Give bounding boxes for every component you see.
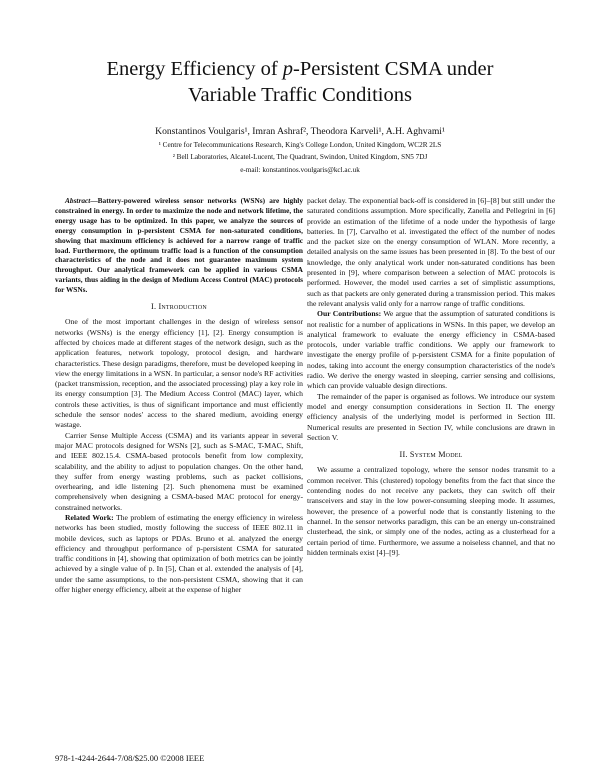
paragraph: packet delay. The exponential back-off is considered in [6]–[8] but still under the saturated conditions assumption. More specifically, Zanella and Pellegrini in [6] provide an estimation of the lifetime of a node under the hypothesis of large batteries. In [7], Carvalho et al. investigated the effect of the number of nodes and the packet size on the energy consumption of WLAN. More recently, a detailed analysis on the same issues has been presented in [8]. To the best of our knowledge, the only analytical work under non-saturated conditions has been presented in [9], where comparison between a selection of MAC protocols is performed. However, the model used carries a set of simplistic assumptions, such as that packets are only generated during a transmission period. This makes the relevant analysis valid only for a narrow range of traffic conditions. — [307, 196, 555, 308]
section-heading-introduction: I. Introduction — [151, 302, 207, 312]
paragraph: The remainder of the paper is organised as follows. We introduce our system model and energy consumption considerations in Section II. The energy efficiency analysis of the underlying model is performed in Section III. Numerical results are presented in Section IV, while conclusions are drawn in Section V. — [307, 391, 555, 442]
section-heading-system-model: II. System Model — [399, 450, 463, 460]
paragraph: Our Contributions: We argue that the assumption of saturated conditions is not realistic for a number of applications in WSNs. In this paper, we develop an analytical framework to evaluate the energy efficiency in CSMA-based protocols, under variable traffic conditions. We apply our framework to investigate the energy profile of p-persistent CSMA for a finite population of nodes, taking into account the energy consumption characteristics of the node's radio. We derive the energy wasted in sleeping, carrier sensing and collisions, which can provide valuable design directions. — [307, 309, 555, 391]
paper-title: Energy Efficiency of p-Persistent CSMA under Variable Traffic Conditions — [106, 58, 494, 106]
paragraph: One of the most important challenges in the design of wireless sensor networks (WSNs) is the energy efficiency [1], [2]. Energy consumption is affected by choices made at different stages of the network design, such as the application features, network topology, protocol design, and hardware characteristics. These design paradigms, therefore, must be developed keeping in view the energy limitations in a WSN. In particular, a sensor node's RF activities (packet transmission, reception, and the associated processing) play a key role in its energy consumption [3]. The Medium Access Control (MAC) layer, which controls these activities, is thus of significant importance and must efficiently schedule the sensor nodes' access to the shared medium, avoiding energy wastage. — [55, 317, 303, 430]
copyright-footer: 978-1-4244-2644-7/08/$25.00 ©2008 IEEE — [55, 753, 205, 763]
affiliation-2: ² Bell Laboratories, Alcatel-Lucent, The Quadrant, Swindon, United Kingdom, SN5 7DJ — [172, 153, 428, 161]
email: e-mail: konstantinos.voulgaris@kcl.ac.uk — [240, 166, 360, 174]
right-column — [307, 196, 555, 558]
paragraph: Carrier Sense Multiple Access (CSMA) and its variants appear in several major MAC protocols designed for WSNs [2], such as S-MAC, T-MAC, Shift, and IEEE 802.15.4. CSMA-based protocols benefit from low complexity, scalability, and the ability to adjust to population changes. On the other hand, they suffer from energy wasting problems, such as packet collisions, overhearing, and idle listening [2]. Such phenomena must be examined comprehensively when designing a CSMA-based MAC protocol for energy-constrained networks. — [55, 430, 303, 512]
authors: Konstantinos Voulgaris¹, Imran Ashraf², Theodora Karveli¹, A.H. Aghvami¹ — [155, 126, 445, 137]
left-column — [55, 196, 303, 595]
abstract: Abstract—Battery-powered wireless sensor networks (WSNs) are highly constrained in energy. In order to maximize the node and network lifetime, the energy usage has to be optimized. In this paper, we analyze the sources of energy consumption in p-persistent CSMA for non-saturated conditions, showing that maximum efficiency is achieved for a narrow range of traffic load. Furthermore, the optimum traffic load is a function of the consumption characteristics of the node and it does not guarantee maximum system throughput. Our analytical framework can be applied in various CSMA variants, thus aiding in the design of Medium Access Control (MAC) protocols for WSNs. — [55, 196, 303, 295]
affiliation-1: ¹ Centre for Telecommunications Research, King's College London, United Kingdom, WC2R 2LS — [158, 141, 442, 149]
paragraph: Related Work: The problem of estimating the energy efficiency in wireless networks has been studied, mostly following the success of IEEE 802.11 in mobile devices, such as laptops or PDAs. Bruno et al. analyzed the energy efficiency and throughput performance of p-persistent CSMA for saturated traffic conditions in [4], showing that optimization of both metrics can be jointly achieved by a single value of p. In [5], Chan et al. extended the analysis of [4], under the same assumptions, to the non-persistent CSMA, showing that it can offer higher energy efficiency, albeit at the expense of higher — [55, 513, 303, 595]
paragraph: We assume a centralized topology, where the sensor nodes transmit to a common receiver. This (clustered) topology benefits from the fact that since the contending nodes do not receive any packets, they can switch off their transceivers and stay in the low power-consuming sleeping mode. It assumes, however, the presence of a powerful node that is constantly listening to the channel. In the sensor networks paradigm, this can be an energy un-constrained clusterhead, the sink, or simply one of the nodes, acting as a clusterhead for a certain period of time. Furthermore, we assume a noiseless channel, and that no hidden terminals exist [4]–[9]. — [307, 465, 555, 557]
